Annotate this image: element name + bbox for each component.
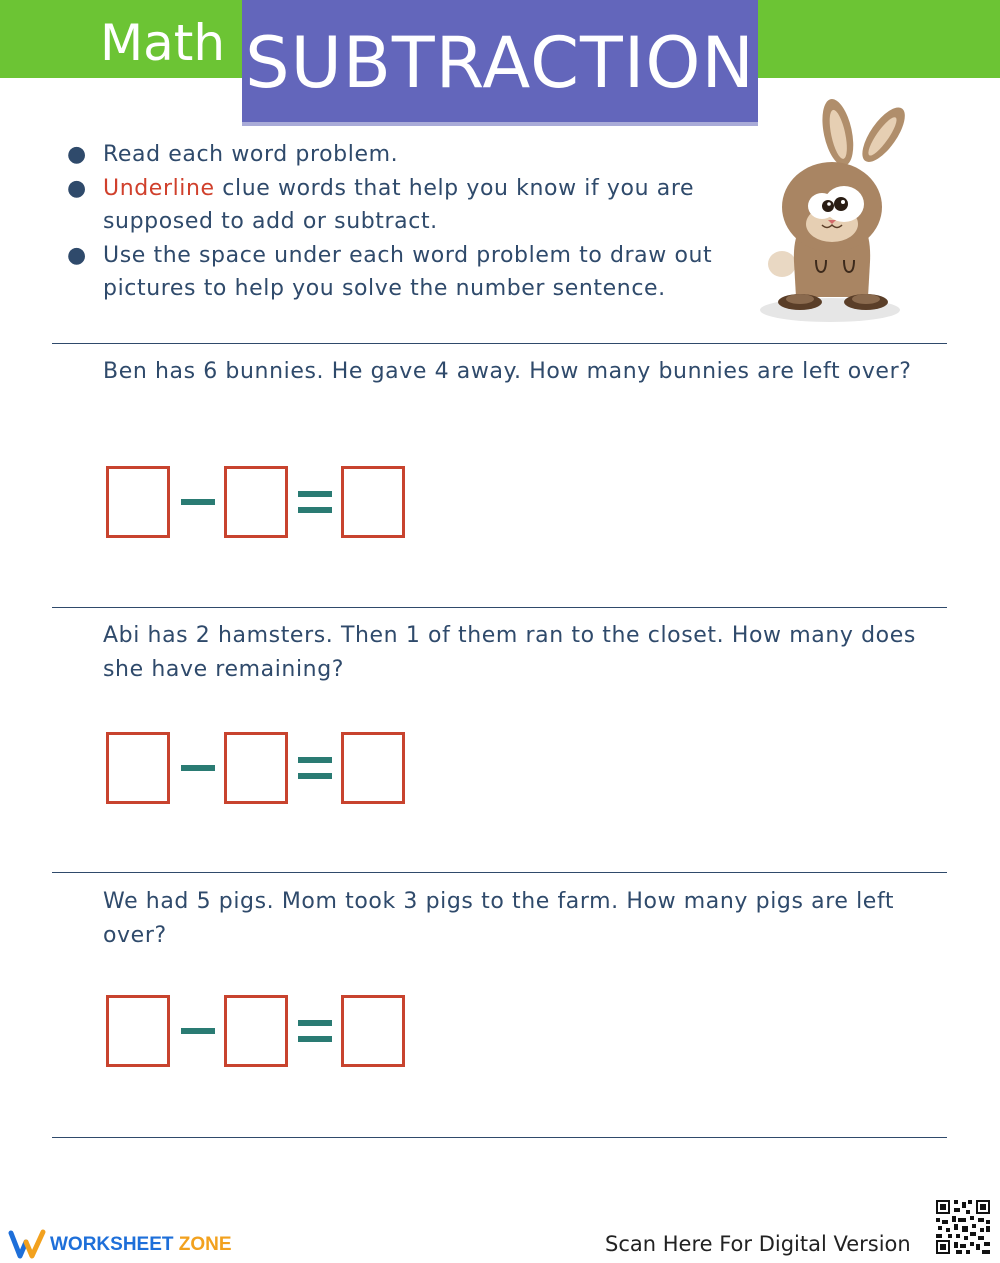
bunny-illustration: [760, 92, 910, 332]
minus-icon: [181, 499, 215, 505]
answer-box[interactable]: [106, 732, 170, 804]
bullet-icon: ●: [67, 142, 87, 167]
answer-box[interactable]: [224, 466, 288, 538]
instruction-text: Read each word problem.: [103, 142, 399, 167]
word-problem-3: We had 5 pigs. Mom took 3 pigs to the farm. How many pigs are left over?: [103, 889, 895, 948]
answer-box[interactable]: [106, 995, 170, 1067]
worksheetzone-logo-icon: [8, 1228, 48, 1260]
answer-box[interactable]: [341, 732, 405, 804]
bullet-icon: ●: [67, 175, 87, 201]
minus-icon: [181, 765, 215, 771]
section-divider: [52, 1137, 947, 1138]
word-problem-2: Abi has 2 hamsters. Then 1 of them ran to the closet. How many does she have remaining?: [103, 623, 916, 682]
equals-icon: [298, 1020, 332, 1042]
section-divider: [52, 343, 947, 344]
section-divider: [52, 607, 947, 608]
number-sentence-3: [106, 995, 406, 1067]
instruction-text: clue words that help you know if you are supposed to add or subtract.: [103, 175, 695, 234]
instruction-item: [65, 138, 725, 172]
answer-box[interactable]: [224, 995, 288, 1067]
title-banner: [242, 0, 758, 122]
answer-box[interactable]: [341, 466, 405, 538]
instruction-item: [65, 172, 725, 239]
number-sentence-1: [106, 466, 406, 538]
answer-box[interactable]: [224, 732, 288, 804]
page-title: SUBTRACTION: [245, 22, 755, 104]
brand-name[interactable]: WORKSHEET ZONE: [50, 1234, 232, 1255]
scan-caption: Scan Here For Digital Version: [605, 1232, 911, 1256]
answer-box[interactable]: [106, 466, 170, 538]
number-sentence-2: [106, 732, 406, 804]
equals-icon: [298, 491, 332, 513]
instruction-text: Use the space under each word problem to draw out pictures to help you solve the number sentence.: [103, 242, 713, 301]
answer-box[interactable]: [341, 995, 405, 1067]
qr-code-icon[interactable]: [934, 1198, 992, 1256]
subject-label: Math: [100, 14, 226, 72]
bullet-icon: ●: [67, 242, 87, 268]
instructions-list: [65, 138, 725, 306]
equals-icon: [298, 757, 332, 779]
instruction-item: [65, 239, 725, 306]
word-problem-1: Ben has 6 bunnies. He gave 4 away. How many bunnies are left over?: [103, 359, 912, 384]
instruction-highlight: Underline: [103, 175, 215, 201]
minus-icon: [181, 1028, 215, 1034]
section-divider: [52, 872, 947, 873]
